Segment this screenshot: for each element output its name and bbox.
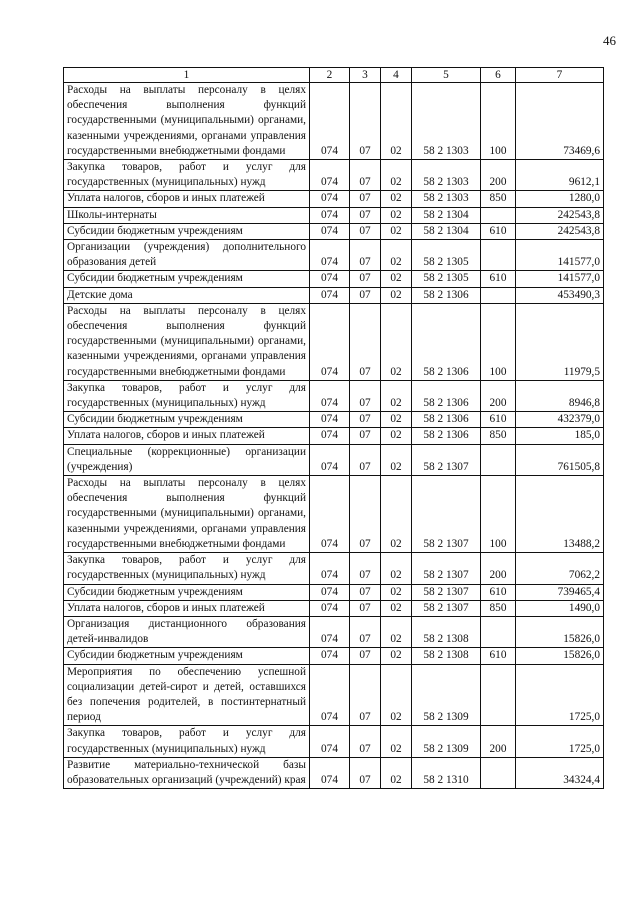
cell-pr: 02 <box>381 444 412 475</box>
table-row <box>64 648 604 664</box>
cell-rz: 07 <box>350 428 381 444</box>
header-cell: 2 <box>310 68 350 83</box>
cell-csr: 58 2 1304 <box>412 207 481 223</box>
cell-sum: 1280,0 <box>516 191 604 207</box>
cell-csr: 58 2 1303 <box>412 160 481 191</box>
cell-csr: 58 2 1309 <box>412 726 481 757</box>
cell-csr: 58 2 1304 <box>412 223 481 239</box>
header-cell: 5 <box>412 68 481 83</box>
table-row <box>64 271 604 287</box>
cell-rz: 07 <box>350 648 381 664</box>
cell-name: Расходы на выплаты персоналу в целях обеспечения выполнения функций государственными (муниципальными) органами, казенными учреждениями, органами управления государственными внебюджетными фондами <box>64 303 310 380</box>
cell-rz: 07 <box>350 83 381 160</box>
cell-pr: 02 <box>381 191 412 207</box>
cell-csr: 58 2 1308 <box>412 648 481 664</box>
cell-csr: 58 2 1305 <box>412 271 481 287</box>
cell-sum: 73469,6 <box>516 83 604 160</box>
cell-sum: 34324,4 <box>516 757 604 788</box>
cell-pr: 02 <box>381 600 412 616</box>
cell-ved: 074 <box>310 380 350 411</box>
table-row <box>64 83 604 160</box>
cell-vr: 100 <box>481 303 516 380</box>
header-cell: 6 <box>481 68 516 83</box>
cell-pr: 02 <box>381 287 412 303</box>
cell-ved: 074 <box>310 584 350 600</box>
cell-name: Школы-интернаты <box>64 207 310 223</box>
cell-csr: 58 2 1306 <box>412 380 481 411</box>
cell-pr: 02 <box>381 616 412 647</box>
cell-vr: 100 <box>481 83 516 160</box>
cell-rz: 07 <box>350 444 381 475</box>
cell-sum: 141577,0 <box>516 271 604 287</box>
cell-ved: 074 <box>310 726 350 757</box>
cell-sum: 141577,0 <box>516 240 604 271</box>
table-row <box>64 444 604 475</box>
table-row <box>64 287 604 303</box>
cell-vr: 850 <box>481 428 516 444</box>
cell-rz: 07 <box>350 476 381 553</box>
cell-ved: 074 <box>310 412 350 428</box>
cell-name: Закупка товаров, работ и услуг для государственных (муниципальных) нужд <box>64 160 310 191</box>
cell-name: Субсидии бюджетным учреждениям <box>64 584 310 600</box>
header-cell: 4 <box>381 68 412 83</box>
table-row <box>64 476 604 553</box>
cell-ved: 074 <box>310 303 350 380</box>
table-row <box>64 664 604 726</box>
cell-rz: 07 <box>350 584 381 600</box>
cell-sum: 13488,2 <box>516 476 604 553</box>
cell-pr: 02 <box>381 584 412 600</box>
header-cell: 7 <box>516 68 604 83</box>
table-row <box>64 616 604 647</box>
cell-vr: 850 <box>481 191 516 207</box>
cell-name: Субсидии бюджетным учреждениям <box>64 271 310 287</box>
cell-vr <box>481 664 516 726</box>
cell-vr <box>481 757 516 788</box>
cell-ved: 074 <box>310 600 350 616</box>
cell-rz: 07 <box>350 191 381 207</box>
table-row <box>64 553 604 584</box>
cell-csr: 58 2 1309 <box>412 664 481 726</box>
table-row <box>64 428 604 444</box>
cell-vr: 200 <box>481 726 516 757</box>
cell-vr: 610 <box>481 412 516 428</box>
cell-sum: 761505,8 <box>516 444 604 475</box>
cell-name: Специальные (коррекционные) организации (учреждения) <box>64 444 310 475</box>
cell-rz: 07 <box>350 380 381 411</box>
cell-ved: 074 <box>310 553 350 584</box>
cell-sum: 453490,3 <box>516 287 604 303</box>
cell-vr: 200 <box>481 380 516 411</box>
table-row <box>64 207 604 223</box>
cell-ved: 074 <box>310 757 350 788</box>
cell-name: Уплата налогов, сборов и иных платежей <box>64 191 310 207</box>
header-row <box>64 68 604 83</box>
cell-rz: 07 <box>350 664 381 726</box>
header-cell: 3 <box>350 68 381 83</box>
cell-pr: 02 <box>381 476 412 553</box>
cell-csr: 58 2 1303 <box>412 83 481 160</box>
cell-vr <box>481 287 516 303</box>
cell-rz: 07 <box>350 287 381 303</box>
cell-sum: 1725,0 <box>516 664 604 726</box>
table-row <box>64 600 604 616</box>
table-row <box>64 191 604 207</box>
cell-pr: 02 <box>381 648 412 664</box>
page-number: 46 <box>603 33 616 48</box>
cell-rz: 07 <box>350 553 381 584</box>
cell-rz: 07 <box>350 223 381 239</box>
cell-pr: 02 <box>381 726 412 757</box>
cell-csr: 58 2 1306 <box>412 287 481 303</box>
table-row <box>64 584 604 600</box>
cell-rz: 07 <box>350 207 381 223</box>
cell-pr: 02 <box>381 757 412 788</box>
cell-vr <box>481 444 516 475</box>
cell-vr: 200 <box>481 160 516 191</box>
cell-sum: 8946,8 <box>516 380 604 411</box>
cell-name: Мероприятия по обеспечению успешной социализации детей-сирот и детей, оставшихся без попечения родителей, в постинтернатный период <box>64 664 310 726</box>
cell-ved: 074 <box>310 207 350 223</box>
cell-ved: 074 <box>310 428 350 444</box>
cell-rz: 07 <box>350 600 381 616</box>
cell-ved: 074 <box>310 648 350 664</box>
cell-sum: 242543,8 <box>516 207 604 223</box>
cell-csr: 58 2 1303 <box>412 191 481 207</box>
cell-csr: 58 2 1305 <box>412 240 481 271</box>
budget-table <box>63 67 604 789</box>
cell-sum: 432379,0 <box>516 412 604 428</box>
cell-vr: 850 <box>481 600 516 616</box>
cell-sum: 242543,8 <box>516 223 604 239</box>
cell-csr: 58 2 1307 <box>412 584 481 600</box>
cell-vr: 200 <box>481 553 516 584</box>
cell-ved: 074 <box>310 240 350 271</box>
cell-name: Субсидии бюджетным учреждениям <box>64 412 310 428</box>
cell-sum: 1490,0 <box>516 600 604 616</box>
table-row <box>64 757 604 788</box>
cell-vr: 610 <box>481 223 516 239</box>
cell-sum: 15826,0 <box>516 616 604 647</box>
cell-name: Уплата налогов, сборов и иных платежей <box>64 428 310 444</box>
cell-ved: 074 <box>310 83 350 160</box>
table-row <box>64 223 604 239</box>
cell-sum: 7062,2 <box>516 553 604 584</box>
table-row <box>64 726 604 757</box>
cell-csr: 58 2 1308 <box>412 616 481 647</box>
table-row <box>64 412 604 428</box>
cell-rz: 07 <box>350 271 381 287</box>
table-row <box>64 380 604 411</box>
cell-pr: 02 <box>381 223 412 239</box>
cell-vr: 610 <box>481 648 516 664</box>
cell-name: Субсидии бюджетным учреждениям <box>64 223 310 239</box>
cell-pr: 02 <box>381 160 412 191</box>
cell-sum: 185,0 <box>516 428 604 444</box>
cell-ved: 074 <box>310 664 350 726</box>
cell-rz: 07 <box>350 412 381 428</box>
cell-sum: 739465,4 <box>516 584 604 600</box>
cell-pr: 02 <box>381 303 412 380</box>
cell-rz: 07 <box>350 240 381 271</box>
cell-ved: 074 <box>310 223 350 239</box>
cell-name: Уплата налогов, сборов и иных платежей <box>64 600 310 616</box>
cell-ved: 074 <box>310 444 350 475</box>
table-row <box>64 240 604 271</box>
cell-vr: 100 <box>481 476 516 553</box>
cell-pr: 02 <box>381 553 412 584</box>
cell-ved: 074 <box>310 191 350 207</box>
cell-pr: 02 <box>381 240 412 271</box>
cell-name: Развитие материально-технической базы образовательных организаций (учреждений) края <box>64 757 310 788</box>
cell-name: Расходы на выплаты персоналу в целях обеспечения выполнения функций государственными (муниципальными) органами, казенными учреждениями, органами управления государственными внебюджетными фондами <box>64 476 310 553</box>
cell-rz: 07 <box>350 303 381 380</box>
table-row <box>64 160 604 191</box>
cell-name: Организация дистанционного образования детей-инвалидов <box>64 616 310 647</box>
cell-ved: 074 <box>310 160 350 191</box>
cell-rz: 07 <box>350 757 381 788</box>
cell-pr: 02 <box>381 271 412 287</box>
cell-name: Организации (учреждения) дополнительного образования детей <box>64 240 310 271</box>
cell-name: Закупка товаров, работ и услуг для государственных (муниципальных) нужд <box>64 553 310 584</box>
cell-vr <box>481 616 516 647</box>
cell-vr <box>481 207 516 223</box>
cell-pr: 02 <box>381 207 412 223</box>
cell-csr: 58 2 1310 <box>412 757 481 788</box>
cell-rz: 07 <box>350 160 381 191</box>
table-row <box>64 303 604 380</box>
cell-pr: 02 <box>381 428 412 444</box>
header-cell: 1 <box>64 68 310 83</box>
cell-vr <box>481 240 516 271</box>
cell-csr: 58 2 1307 <box>412 600 481 616</box>
cell-ved: 074 <box>310 476 350 553</box>
cell-name: Детские дома <box>64 287 310 303</box>
cell-pr: 02 <box>381 412 412 428</box>
cell-sum: 1725,0 <box>516 726 604 757</box>
cell-rz: 07 <box>350 726 381 757</box>
cell-pr: 02 <box>381 664 412 726</box>
cell-csr: 58 2 1307 <box>412 553 481 584</box>
cell-vr: 610 <box>481 271 516 287</box>
cell-ved: 074 <box>310 271 350 287</box>
cell-csr: 58 2 1307 <box>412 444 481 475</box>
cell-sum: 9612,1 <box>516 160 604 191</box>
cell-sum: 11979,5 <box>516 303 604 380</box>
cell-pr: 02 <box>381 380 412 411</box>
cell-ved: 074 <box>310 287 350 303</box>
cell-ved: 074 <box>310 616 350 647</box>
cell-name: Закупка товаров, работ и услуг для государственных (муниципальных) нужд <box>64 380 310 411</box>
cell-csr: 58 2 1306 <box>412 412 481 428</box>
cell-pr: 02 <box>381 83 412 160</box>
cell-rz: 07 <box>350 616 381 647</box>
cell-sum: 15826,0 <box>516 648 604 664</box>
cell-name: Субсидии бюджетным учреждениям <box>64 648 310 664</box>
cell-vr: 610 <box>481 584 516 600</box>
cell-csr: 58 2 1306 <box>412 303 481 380</box>
cell-name: Расходы на выплаты персоналу в целях обеспечения выполнения функций государственными (муниципальными) органами, казенными учреждениями, органами управления государственными внебюджетными фондами <box>64 83 310 160</box>
cell-csr: 58 2 1306 <box>412 428 481 444</box>
cell-name: Закупка товаров, работ и услуг для государственных (муниципальных) нужд <box>64 726 310 757</box>
cell-csr: 58 2 1307 <box>412 476 481 553</box>
